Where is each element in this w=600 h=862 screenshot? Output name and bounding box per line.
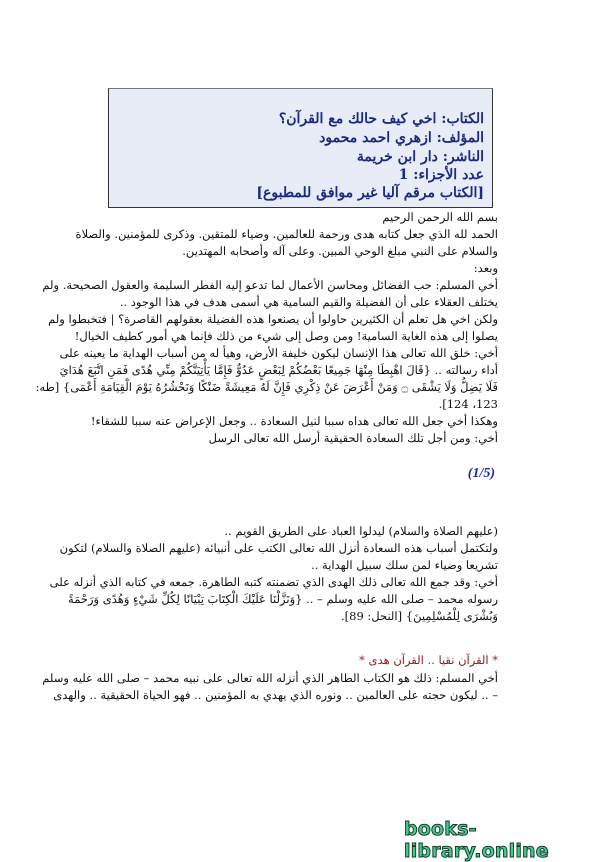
book-info-box: [108, 88, 493, 208]
text-line: 123، 124].: [438, 397, 498, 411]
text-line: ولكن اخي هل تعلم أن الكثيرين حاولوا أن يصنعوا هذه الفضيلة بعقولهم القاصرة؟ | فتخبطوا ولم: [48, 312, 498, 326]
text-line: أخي: خلق الله تعالى هذا الإنسان ليكون خليفة الأرض، وهيأ له من أسباب الهداية ما يعينه على: [59, 346, 498, 360]
text-line: أخي: وقد جمع الله تعالى ذلك الهدى الذي تضمنته كتبه الطاهرة. جمعه في كتابه الذي أنزله على: [49, 575, 498, 589]
book-parts: عدد الأجزاء: 1: [398, 167, 484, 183]
text-line: والسلام على النبي مبلغ الوحي المبين. وعلى آله وأصحابه المهتدين.: [182, 244, 498, 258]
text-line: – .. ليكون حجته على العالمين .. ونوره الذي يهدي به المؤمنين .. فهو الحياة الحقيقية .. والهدى: [53, 688, 498, 702]
text-line: بسم الله الرحمن الرحيم: [382, 210, 498, 224]
text-line: رسوله محمد – صلى الله عليه وسلم – .. {وَنَزَّلْنَا عَلَيْكَ الْكِتَابَ تِبْيَانًا لِكُلِّ شَيْءٍ وَهُدًى وَرَحْمَةً: [68, 592, 498, 606]
text-line: يختلف العقلاء على أن الفضيلة والقيم السامية هي أسمى هدف في هذا الوجود ..: [119, 295, 498, 309]
text-line: ولتكتمل أسباب هذه السعادة أنزل الله تعالى الكتب على أنبيائه (عليهم الصلاة والسلام) لتكون: [59, 541, 498, 555]
text-line: الحمد لله الذي جعل كتابه هدى ورحمة للعالمين. وضياء للمتقين. وذكرى للمؤمنين. والصلاة: [75, 227, 498, 241]
text-line: أداء رسالته .. {قَالَ اهْبِطَا مِنْهَا جَمِيعًا بَعْضُكُمْ لِبَعْضٍ عَدُوٌّ فَإِمَّا يَأْتِيَنَّكُمْ مِنِّي هُدًى فَمَنِ اتَّبَعَ هُدَايَ: [59, 363, 498, 377]
text-line: تشريعا وضياء لمن سلك سبيل الهداية ..: [311, 558, 498, 572]
text-line: وَبُشْرَى لِلْمُسْلِمِينَ} [النحل: 89].: [340, 609, 498, 623]
text-line: (عليهم الصلاة والسلام) ليدلوا العباد على الطريق القويم ..: [224, 524, 498, 538]
section-heading: * القرآن نقيا .. القرآن هدى *: [359, 653, 498, 667]
book-author: المؤلف: ازهري احمد محمود: [319, 130, 484, 146]
watermark-logo: books-library.online: [404, 818, 549, 862]
text-line: وبعد:: [473, 261, 498, 275]
text-line: وهكذا أخي جعل الله تعالى هداه سببا لنيل السعادة .. وجعل الإعراض عنه سببا للشقاء!: [90, 414, 498, 428]
book-note: [الكتاب مرقم آليا غير موافق للمطبوع]: [256, 185, 484, 201]
text-line: أخي المسلم: حب الفضائل ومحاسن الأعمال لما تدعو إليه الفطر السليمة والعقول الصحيحة. ولم: [42, 278, 498, 292]
text-line: أخي المسلم: ذلك هو الكتاب الطاهر الذي أنزله الله تعالى على نبيه محمد – صلى الله عليه وسلم: [42, 671, 498, 685]
text-line: أخي: ومن أجل تلك السعادة الحقيقية أرسل الله تعالى الرسل: [208, 431, 498, 445]
book-title: الكتاب: اخي كيف حالك مع القرآن؟: [278, 111, 484, 127]
page-number: (1/5): [467, 466, 495, 481]
book-publisher: الناشر: دار ابن خريمة: [356, 149, 484, 165]
text-line: فَلَا يَضِلُّ وَلَا يَشْقَى ۝ وَمَنْ أَعْرَضَ عَنْ ذِكْرِي فَإِنَّ لَهُ مَعِيشَةً ضَنْكًا وَنَحْشُرُهُ يَوْمَ الْقِيَامَةِ أَعْمَى} [طه:: [35, 380, 498, 394]
text-line: يصلوا إلى هذه الغاية السامية! ومن وصل إلى شيء من ذلك فإنما هي أمور كطيف الخيال!: [74, 329, 498, 343]
